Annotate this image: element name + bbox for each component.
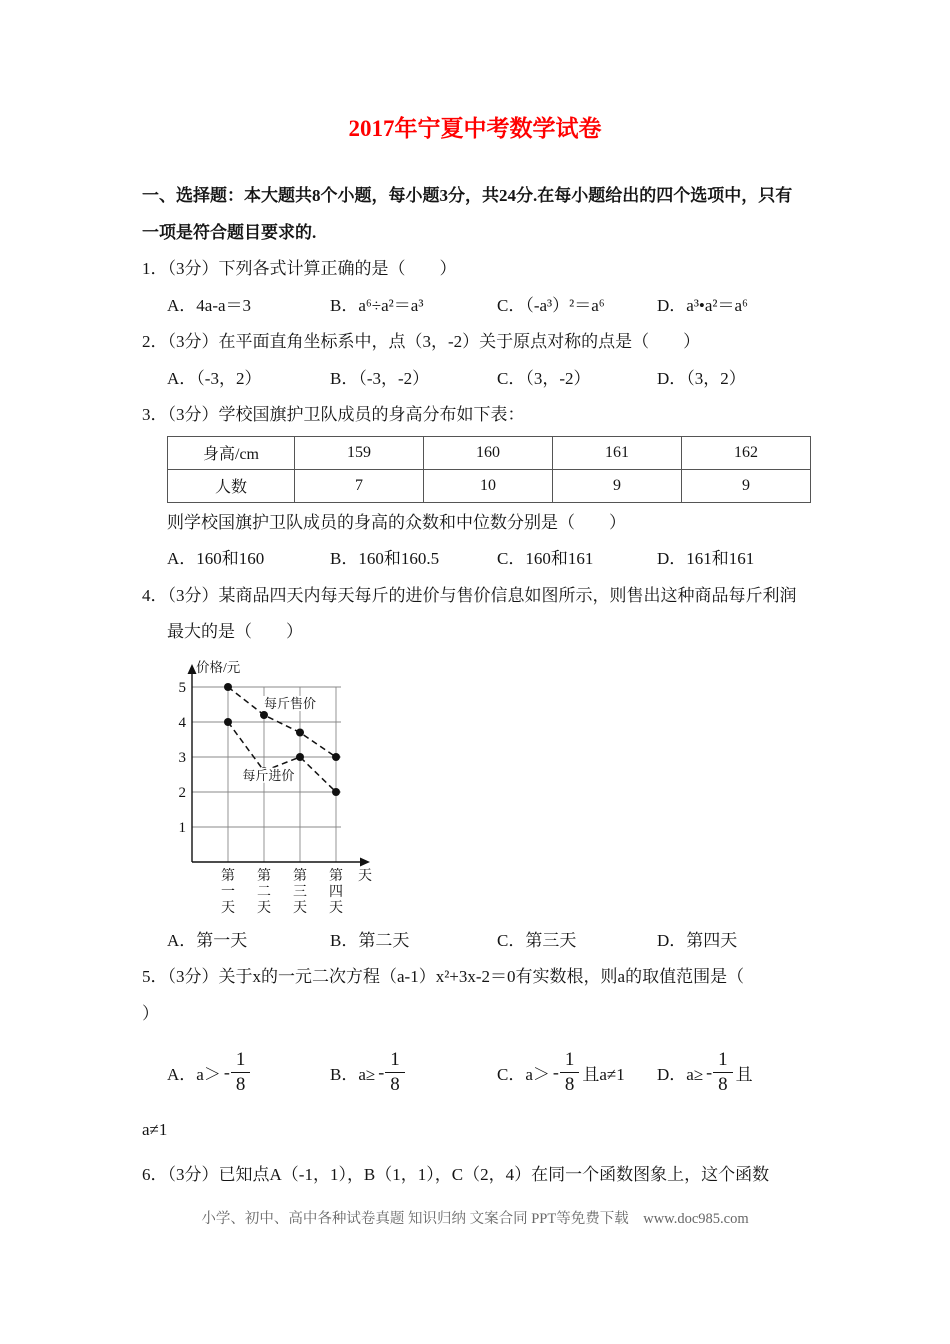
price-chart-svg (172, 657, 382, 915)
section-heading-line2: 一项是符合题目要求的. (142, 222, 317, 242)
fraction-numerator: 1 (560, 1049, 580, 1073)
q2-option-d: D．（3，2） (657, 368, 746, 388)
data-point (224, 683, 232, 691)
fraction-numerator: 1 (713, 1049, 733, 1073)
table-cell: 10 (424, 469, 553, 502)
q5-option-d-overflow: a≠1 (142, 1120, 168, 1139)
x-axis-arrow (360, 857, 370, 866)
category-label-char: 三 (293, 884, 307, 900)
option-text: A．a＞ (167, 1064, 221, 1084)
x-axis-title: 天 (358, 868, 372, 884)
data-point (296, 728, 304, 736)
table-cell: 9 (682, 469, 811, 502)
fraction (231, 1049, 251, 1096)
y-tick-label: 5 (178, 679, 186, 696)
option-text: 且a≠1 (582, 1064, 625, 1084)
minus-sign: - (378, 1061, 385, 1082)
category-label-char: 天 (329, 900, 343, 915)
q2-option-a: A．（-3，2） (167, 368, 262, 388)
q4-options (142, 923, 812, 960)
fraction-numerator: 1 (385, 1049, 405, 1073)
fraction-numerator: 1 (231, 1049, 251, 1073)
category-label-char: 第 (257, 868, 271, 884)
option-text: D．a≥ (657, 1064, 704, 1084)
category-label-char: 第 (329, 868, 343, 884)
q5-option-d (657, 1032, 753, 1112)
q3-option-d: D．161和161 (657, 549, 755, 568)
q4-option-d: D．第四天 (657, 930, 738, 950)
q5-option-b (330, 1032, 408, 1112)
fraction-denominator: 8 (718, 1073, 728, 1095)
q4-option-c: C．第三天 (497, 930, 577, 950)
q3-stem2: 则学校国旗护卫队成员的身高的众数和中位数分别是（ ） (167, 512, 626, 532)
table-cell: 162 (682, 436, 811, 469)
y-tick-label: 2 (178, 784, 186, 801)
q2-option-c: C．（3，-2） (497, 368, 591, 388)
q3-option-c: C．160和161 (497, 549, 594, 568)
page-footer: 小学、初中、高中各种试卷真题 知识归纳 文案合同 PPT等免费下载 www.doc985.com (201, 1211, 749, 1227)
price-chart (172, 657, 812, 915)
category-label-char: 天 (257, 900, 271, 915)
q3-option-b: B．160和160.5 (330, 549, 440, 568)
category-label-char: 第 (293, 868, 307, 884)
q5-option-c (497, 1032, 625, 1112)
y-tick-label: 4 (178, 714, 186, 731)
q3-option-a: A．160和160 (167, 549, 265, 568)
fraction (385, 1049, 405, 1096)
fraction-denominator: 8 (564, 1073, 575, 1095)
category-label-char: 第 (221, 868, 235, 884)
y-axis-title: 价格/元 (196, 659, 241, 675)
height-distribution-table (167, 436, 811, 503)
fraction-denominator: 8 (390, 1073, 400, 1095)
table-cell: 9 (553, 469, 682, 502)
q5-option-a (167, 1032, 253, 1112)
exam-content (142, 178, 812, 1193)
data-point (224, 718, 232, 726)
table-cell: 161 (553, 436, 682, 469)
fraction-denominator: 8 (235, 1073, 246, 1095)
minus-sign: - (223, 1061, 230, 1082)
q1-options (142, 288, 812, 325)
option-text: 且 (735, 1064, 753, 1084)
data-point (260, 711, 268, 719)
table-cell: 159 (295, 436, 424, 469)
q4-option-a: A．第一天 (167, 930, 248, 950)
fraction (713, 1049, 733, 1096)
q5-stem-line1: 5．（3分）关于x的一元二次方程（a-1）x²+3x-2＝0有实数根，则a的取值范围是（ (142, 967, 745, 986)
table-cell: 160 (424, 436, 553, 469)
q5-stem-line2: ） (142, 1003, 159, 1023)
q2-options (142, 361, 812, 398)
option-text: C．a＞ (497, 1064, 550, 1084)
q4-stem-line2: 最大的是（ ） (167, 622, 303, 641)
y-tick-label: 3 (178, 749, 186, 766)
q1-option-b: B．a⁶÷a²＝a³ (330, 295, 424, 315)
q1-option-a: A．4a-a＝3 (167, 295, 252, 315)
series-label: 每斤进价 (242, 767, 295, 783)
table-cell: 身高/cm (168, 436, 295, 469)
q1-option-c: C．（-a³）²＝a⁶ (497, 295, 605, 315)
minus-sign: - (706, 1061, 713, 1082)
category-label-char: 一 (221, 884, 235, 900)
table-row (168, 436, 811, 469)
q4-stem-line1: 4．（3分）某商品四天内每天每斤的进价与售价信息如图所示，则售出这种商品每斤利润 (142, 585, 797, 605)
page-title: 2017年宁夏中考数学试卷 (348, 116, 602, 141)
table-cell: 人数 (168, 469, 295, 502)
q2-stem: 2．（3分）在平面直角坐标系中，点（3，-2）关于原点对称的点是（ ） (142, 332, 701, 351)
q1-option-d: D．a³•a²＝a⁶ (657, 295, 748, 315)
data-point (332, 788, 340, 796)
category-label-char: 二 (257, 884, 271, 900)
section-heading-line1: 一、选择题：本大题共8个小题，每小题3分，共24分.在每小题给出的四个选项中，只有 (142, 186, 793, 205)
series-label: 每斤售价 (264, 695, 317, 711)
table-row (168, 469, 811, 502)
data-point (296, 753, 304, 761)
q2-option-b: B．（-3，-2） (330, 368, 430, 388)
minus-sign: - (552, 1061, 559, 1082)
q5-options (142, 1032, 812, 1112)
y-tick-label: 1 (178, 819, 186, 836)
category-label-char: 天 (221, 900, 235, 915)
q1-stem: 1．（3分）下列各式计算正确的是（ ） (142, 259, 457, 278)
q6-stem: 6．（3分）已知点A（-1，1），B（1，1），C（2，4）在同一个函数图象上，这个函数 (142, 1164, 770, 1184)
q4-option-b: B．第二天 (330, 930, 410, 950)
option-text: B．a≥ (330, 1064, 376, 1084)
fraction (560, 1049, 580, 1096)
data-point (332, 753, 340, 761)
table-cell: 7 (295, 469, 424, 502)
q3-stem: 3．（3分）学校国旗护卫队成员的身高分布如下表： (142, 405, 525, 424)
q3-options (142, 541, 812, 578)
category-label-char: 四 (329, 884, 343, 900)
category-label-char: 天 (293, 900, 307, 915)
